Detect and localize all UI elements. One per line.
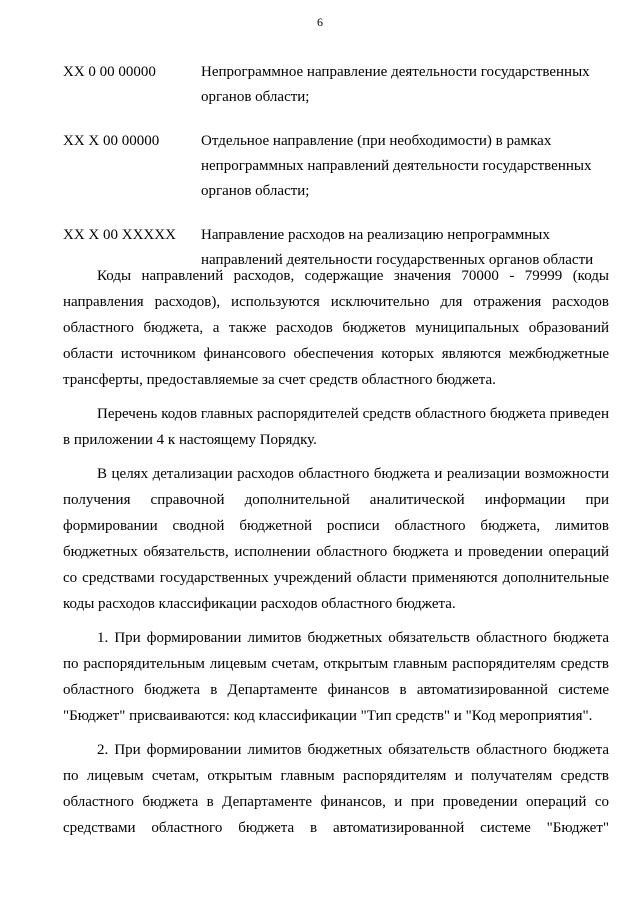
code-row	[63, 129, 603, 204]
page-number: 6	[317, 15, 323, 29]
paragraph-item-1: 1. При формировании лимитов бюджетных обязательств областного бюджета по распорядительным лицевым счетам, открытым главным распорядителям средств областного бюджета в Департаменте финансов в автоматизированной системе "Бюджет" присваиваются: код классификации "Тип средств" и "Код мероприятия".	[63, 630, 609, 724]
code-row	[63, 60, 603, 110]
code-description: Отдельное направление (при необходимости) в рамках непрограммных направлений деятельности государственных органов области;	[201, 133, 592, 199]
paragraph-expense-codes: Коды направлений расходов, содержащие значения 70000 - 79999 (коды направления расходов), используются исключительно для отражения расходов областного бюджета, а также расходов бюджетов муниципальных образований области источником финансового обеспечения которых являются межбюджетные трансферты, предоставляемые за счет средств областного бюджета.	[63, 268, 609, 388]
document-body	[63, 263, 609, 849]
code-value: XX X 00 00000	[63, 133, 160, 149]
code-description: Направление расходов на реализацию непрограммных направлений деятельности государственных органов области	[201, 227, 594, 268]
code-list	[63, 60, 603, 273]
paragraph-distributors-list: Перечень кодов главных распорядителей средств областного бюджета приведен в приложении 4 к настоящему Порядку.	[63, 406, 609, 448]
code-description: Непрограммное направление деятельности государственных органов области;	[201, 64, 590, 105]
code-value: XX 0 00 00000	[63, 64, 156, 80]
paragraph-additional-codes: В целях детализации расходов областного бюджета и реализации возможности получения справочной дополнительной аналитической информации при формировании сводной бюджетной росписи областного бюджета, лимитов бюджетных обязательств, исполнении областного бюджета и проведении операций со средствами государственных учреждений области применяются дополнительные коды расходов классификации расходов областного бюджета.	[63, 466, 609, 612]
code-value: XX X 00 XXXXX	[63, 227, 176, 243]
paragraph-item-2: 2. При формировании лимитов бюджетных обязательств областного бюджета по лицевым счетам, открытым главным распорядителям и получателям средств областного бюджета в Департаменте финансов, и при проведении операций со средствами областного бюджета в автоматизированной системе "Бюджет"	[63, 742, 609, 836]
